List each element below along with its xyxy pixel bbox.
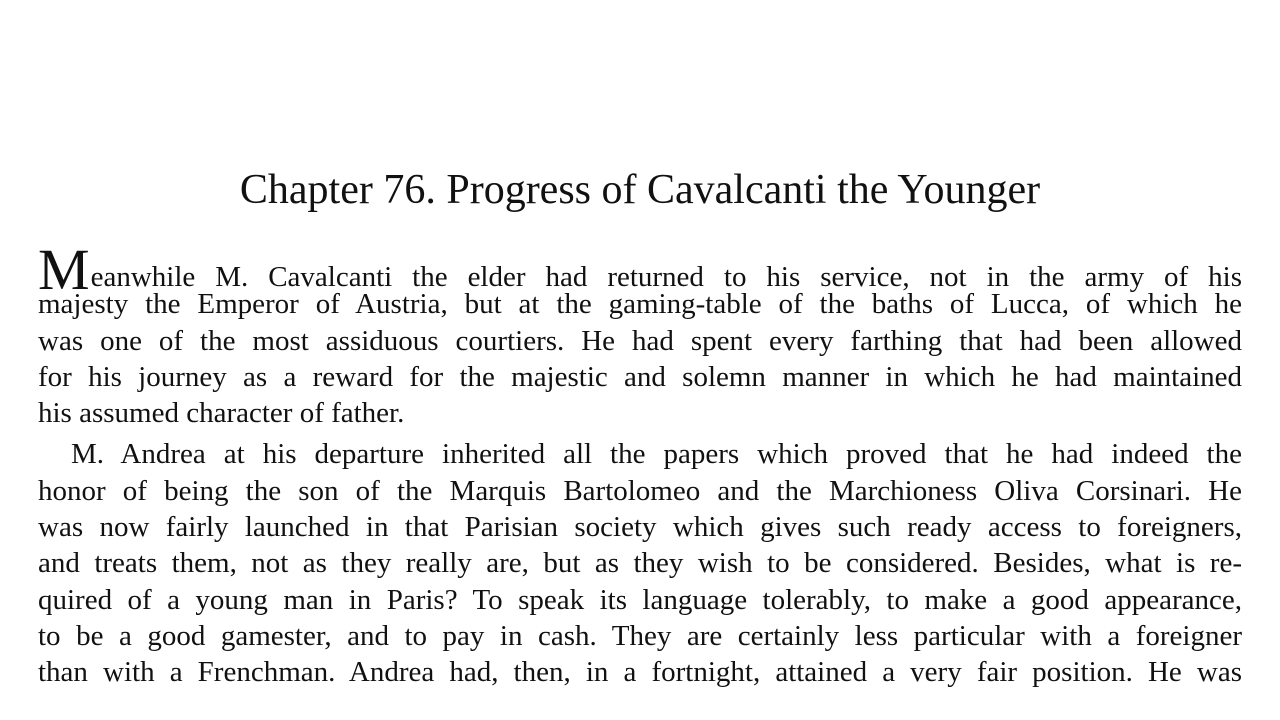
- chapter-title: Chapter 76. Progress of Cavalcanti the Younger: [239, 167, 1041, 213]
- text-line: was one of the most assiduous courtiers. He had spent every farthing that had been allowed: [38, 324, 1242, 357]
- paragraph-1: [38, 237, 1242, 431]
- drop-cap: M: [38, 237, 90, 302]
- text-line: M. Andrea at his departure inherited all the papers which proved that he had indeed the: [71, 438, 1242, 471]
- text-line: quired of a young man in Paris? To speak its language tolerably, to make a good appearance,: [38, 583, 1242, 616]
- text-line: and treats them, not as they really are, but as they wish to be considered. Besides, what is re-: [38, 547, 1242, 580]
- text-line: for his journey as a reward for the majestic and solemn manner in which he had maintained: [38, 360, 1242, 393]
- text-line: to be a good gamester, and to pay in cash. They are certainly less particular with a foreigner: [38, 619, 1242, 652]
- text-line: his assumed character of father.: [38, 397, 405, 430]
- text-line: [38, 237, 1242, 302]
- text-line: was now fairly launched in that Parisian society which gives such ready access to foreigners,: [38, 511, 1242, 544]
- text-line: honor of being the son of the Marquis Bartolomeo and the Marchioness Oliva Corsinari. He: [38, 474, 1242, 507]
- text-line-content: eanwhile M. Cavalcanti the elder had returned to his service, not in the army of his: [90, 261, 1242, 293]
- chapter-body: [38, 237, 1242, 696]
- paragraph-2: [38, 436, 1242, 690]
- text-line: majesty the Emperor of Austria, but at the gaming-table of the baths of Lucca, of which he: [38, 288, 1242, 321]
- text-line: than with a Frenchman. Andrea had, then, in a fortnight, attained a very fair position. He was: [38, 656, 1242, 689]
